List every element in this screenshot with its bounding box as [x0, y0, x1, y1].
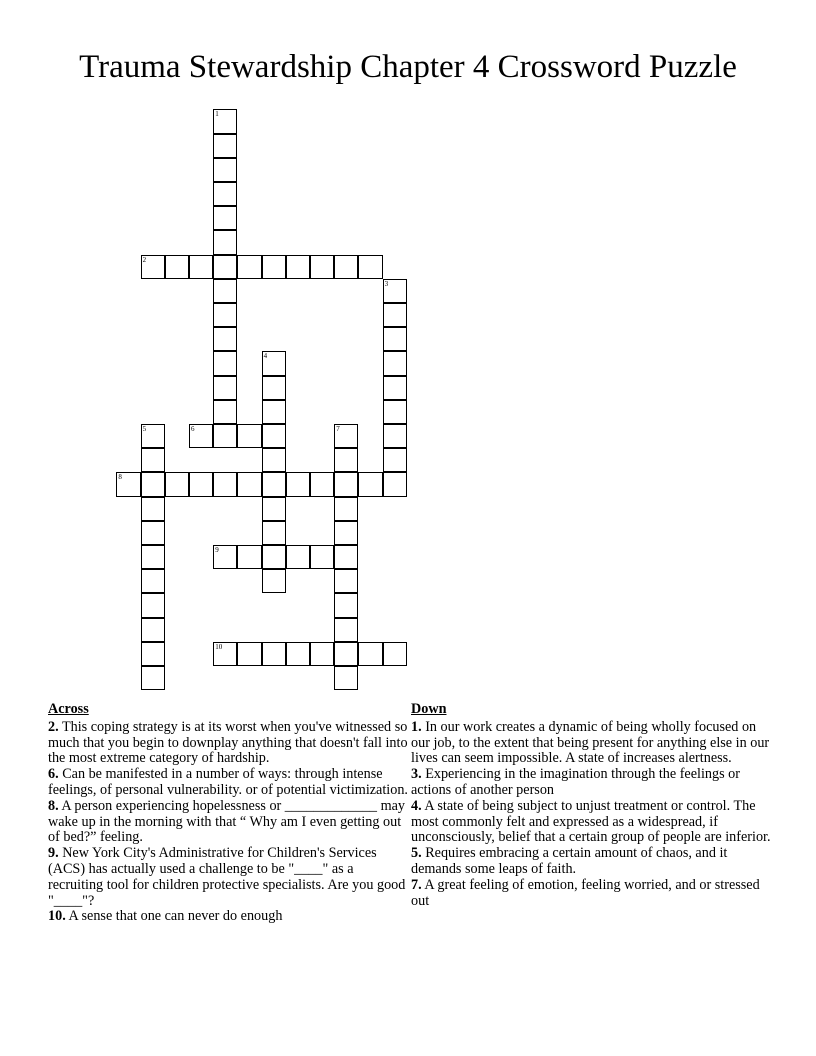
grid-cell[interactable]: [310, 255, 334, 279]
grid-cell[interactable]: [213, 134, 237, 158]
grid-cell[interactable]: [286, 472, 310, 496]
clue-number-label: 8: [118, 473, 122, 482]
grid-cell[interactable]: [383, 642, 407, 666]
grid-cell[interactable]: [213, 158, 237, 182]
grid-cell[interactable]: [383, 303, 407, 327]
clue-text: Can be manifested in a number of ways: through intense feelings, of personal vulnerability. or of potential victimization.: [48, 766, 408, 798]
clue-number-label: 9: [215, 546, 219, 554]
grid-cell[interactable]: [213, 279, 237, 303]
clue-number: 6.: [48, 766, 59, 783]
grid-cell[interactable]: [213, 472, 237, 496]
grid-cell[interactable]: [141, 593, 165, 617]
grid-cell[interactable]: [141, 569, 165, 593]
clue-down-1: [411, 720, 771, 767]
grid-cell[interactable]: [213, 255, 237, 279]
clue-text: This coping strategy is at its worst when you've witnessed so much that you begin to downplay anything that doesn't fall into the most extreme category of hardship.: [48, 718, 408, 767]
grid-cell[interactable]: [213, 424, 237, 448]
grid-cell[interactable]: [237, 472, 261, 496]
grid-cell[interactable]: [262, 351, 286, 375]
clue-across-10: [48, 909, 408, 925]
grid-cell[interactable]: [213, 351, 237, 375]
grid-cell[interactable]: [189, 472, 213, 496]
grid-cell[interactable]: [383, 279, 407, 303]
grid-cell[interactable]: [237, 255, 261, 279]
grid-cell[interactable]: [334, 545, 358, 569]
grid-cell[interactable]: [237, 642, 261, 666]
clue-number-label: 4: [263, 352, 268, 361]
grid-cell[interactable]: [165, 472, 189, 496]
grid-cell[interactable]: [213, 642, 237, 666]
grid-cell[interactable]: [141, 472, 165, 496]
clue-text: A person experiencing hopelessness or _____________ may wake up in the morning with that “ Why am I even getting out of bed?” feeling.: [48, 797, 405, 846]
grid-cell[interactable]: [165, 255, 189, 279]
across-clues: [48, 702, 408, 925]
grid-cell[interactable]: [141, 424, 165, 448]
clue-number-label: 2: [142, 255, 147, 264]
clue-down-7: [411, 878, 771, 910]
clue-number: 3.: [411, 766, 422, 783]
grid-cell[interactable]: [141, 545, 165, 569]
grid-cell[interactable]: [358, 255, 382, 279]
grid-cell[interactable]: [310, 545, 334, 569]
grid-cell[interactable]: [189, 424, 213, 448]
clue-number: 5.: [411, 845, 422, 862]
clue-text: Requires embracing a certain amount of chaos, and it demands some leaps of faith.: [411, 845, 728, 877]
grid-cell[interactable]: [334, 497, 358, 521]
grid-cell[interactable]: [310, 472, 334, 496]
grid-cell[interactable]: [237, 545, 261, 569]
grid-cell[interactable]: [334, 521, 358, 545]
clue-number: 1.: [411, 718, 422, 735]
clue-text: Experiencing in the imagination through the feelings or actions of another person: [411, 766, 740, 798]
grid-cell[interactable]: [310, 642, 334, 666]
clue-number: 9.: [48, 845, 59, 862]
grid-cell[interactable]: [383, 351, 407, 375]
grid-cell[interactable]: [141, 521, 165, 545]
down-clues: [411, 702, 771, 909]
grid-cell[interactable]: [141, 255, 165, 279]
grid-cell[interactable]: [213, 206, 237, 230]
grid-cell[interactable]: [334, 666, 358, 690]
grid-cell[interactable]: [383, 472, 407, 496]
down-heading: Down: [411, 701, 447, 717]
clue-across-2: [48, 720, 408, 767]
clue-text: A state of being subject to unjust treatment or control. The most commonly felt and expressed as a widespread, if unconsciously, belief that a certain group of people are inferior.: [411, 797, 771, 846]
grid-cell[interactable]: [334, 424, 358, 448]
grid-cell[interactable]: [383, 376, 407, 400]
grid-cell[interactable]: [358, 642, 382, 666]
clue-number-label: 6: [191, 425, 195, 433]
clue-number: 7.: [411, 876, 422, 893]
grid-cell[interactable]: [286, 642, 310, 666]
grid-cell[interactable]: [262, 497, 286, 521]
grid-cell[interactable]: [262, 642, 286, 666]
grid-cell[interactable]: [213, 303, 237, 327]
grid-cell[interactable]: [334, 448, 358, 472]
clue-number-label: 5: [142, 425, 147, 433]
grid-cell[interactable]: [213, 230, 237, 254]
clue-down-5: [411, 846, 771, 878]
grid-cell[interactable]: [213, 545, 237, 569]
grid-cell[interactable]: [213, 109, 237, 133]
clue-number-label: 7: [336, 425, 340, 433]
clue-across-8: [48, 799, 408, 846]
clue-text: In our work creates a dynamic of being wholly focused on our job, to the extent that being present for anything else in our lives can seem impossible. A state of increases alertness.: [411, 718, 770, 767]
clue-text: A sense that one can never do enough: [68, 908, 283, 925]
grid-cell[interactable]: [334, 472, 358, 496]
grid-cell[interactable]: [116, 472, 140, 496]
grid-cell[interactable]: [334, 593, 358, 617]
grid-cell[interactable]: [141, 448, 165, 472]
clue-number: 10.: [48, 908, 66, 925]
clue-number-label: 3: [384, 279, 389, 288]
puzzle-title: Trauma Stewardship Chapter 4 Crossword Puzzle: [79, 49, 737, 85]
grid-cell[interactable]: [334, 618, 358, 642]
clue-number: 8.: [48, 797, 59, 814]
grid-cell[interactable]: [237, 424, 261, 448]
grid-cell[interactable]: [141, 666, 165, 690]
clue-number-label: 1: [215, 110, 219, 119]
grid-cell[interactable]: [262, 472, 286, 496]
grid-cell[interactable]: [189, 255, 213, 279]
grid-cell[interactable]: [141, 642, 165, 666]
clue-number-label: 10: [215, 642, 223, 651]
grid-cell[interactable]: [213, 400, 237, 424]
grid-cell[interactable]: [334, 569, 358, 593]
clue-text: A great feeling of emotion, feeling worried, and or stressed out: [411, 876, 760, 909]
grid-cell[interactable]: [141, 618, 165, 642]
grid-cell[interactable]: [383, 327, 407, 351]
grid-cell[interactable]: [213, 182, 237, 206]
grid-cell[interactable]: [383, 400, 407, 424]
grid-cell[interactable]: [286, 255, 310, 279]
grid-cell[interactable]: [262, 521, 286, 545]
grid-cell[interactable]: [262, 255, 286, 279]
clue-across-6: [48, 767, 408, 799]
grid-cell[interactable]: [383, 448, 407, 472]
grid-cell[interactable]: [262, 545, 286, 569]
clue-down-4: [411, 799, 771, 846]
grid-cell[interactable]: [213, 327, 237, 351]
grid-cell[interactable]: [286, 545, 310, 569]
grid-cell[interactable]: [262, 400, 286, 424]
grid-cell[interactable]: [262, 424, 286, 448]
grid-cell[interactable]: [141, 497, 165, 521]
clue-number: 4.: [411, 797, 422, 814]
grid-cell[interactable]: [213, 376, 237, 400]
clue-down-3: [411, 767, 771, 799]
grid-cell[interactable]: [383, 424, 407, 448]
clue-across-9: [48, 846, 408, 909]
clue-text: New York City's Administrative for Children's Services (ACS) has actually used a challenge to be "____" as a recruiting tool for children protective specialists. Are you good "____"?: [48, 845, 406, 909]
grid-cell[interactable]: [262, 376, 286, 400]
clue-number: 2.: [48, 718, 59, 735]
across-heading: Across: [48, 701, 89, 717]
grid-cell[interactable]: [334, 255, 358, 279]
grid-cell[interactable]: [262, 448, 286, 472]
grid-cell[interactable]: [262, 569, 286, 593]
grid-cell[interactable]: [358, 472, 382, 496]
grid-cell[interactable]: [334, 642, 358, 666]
